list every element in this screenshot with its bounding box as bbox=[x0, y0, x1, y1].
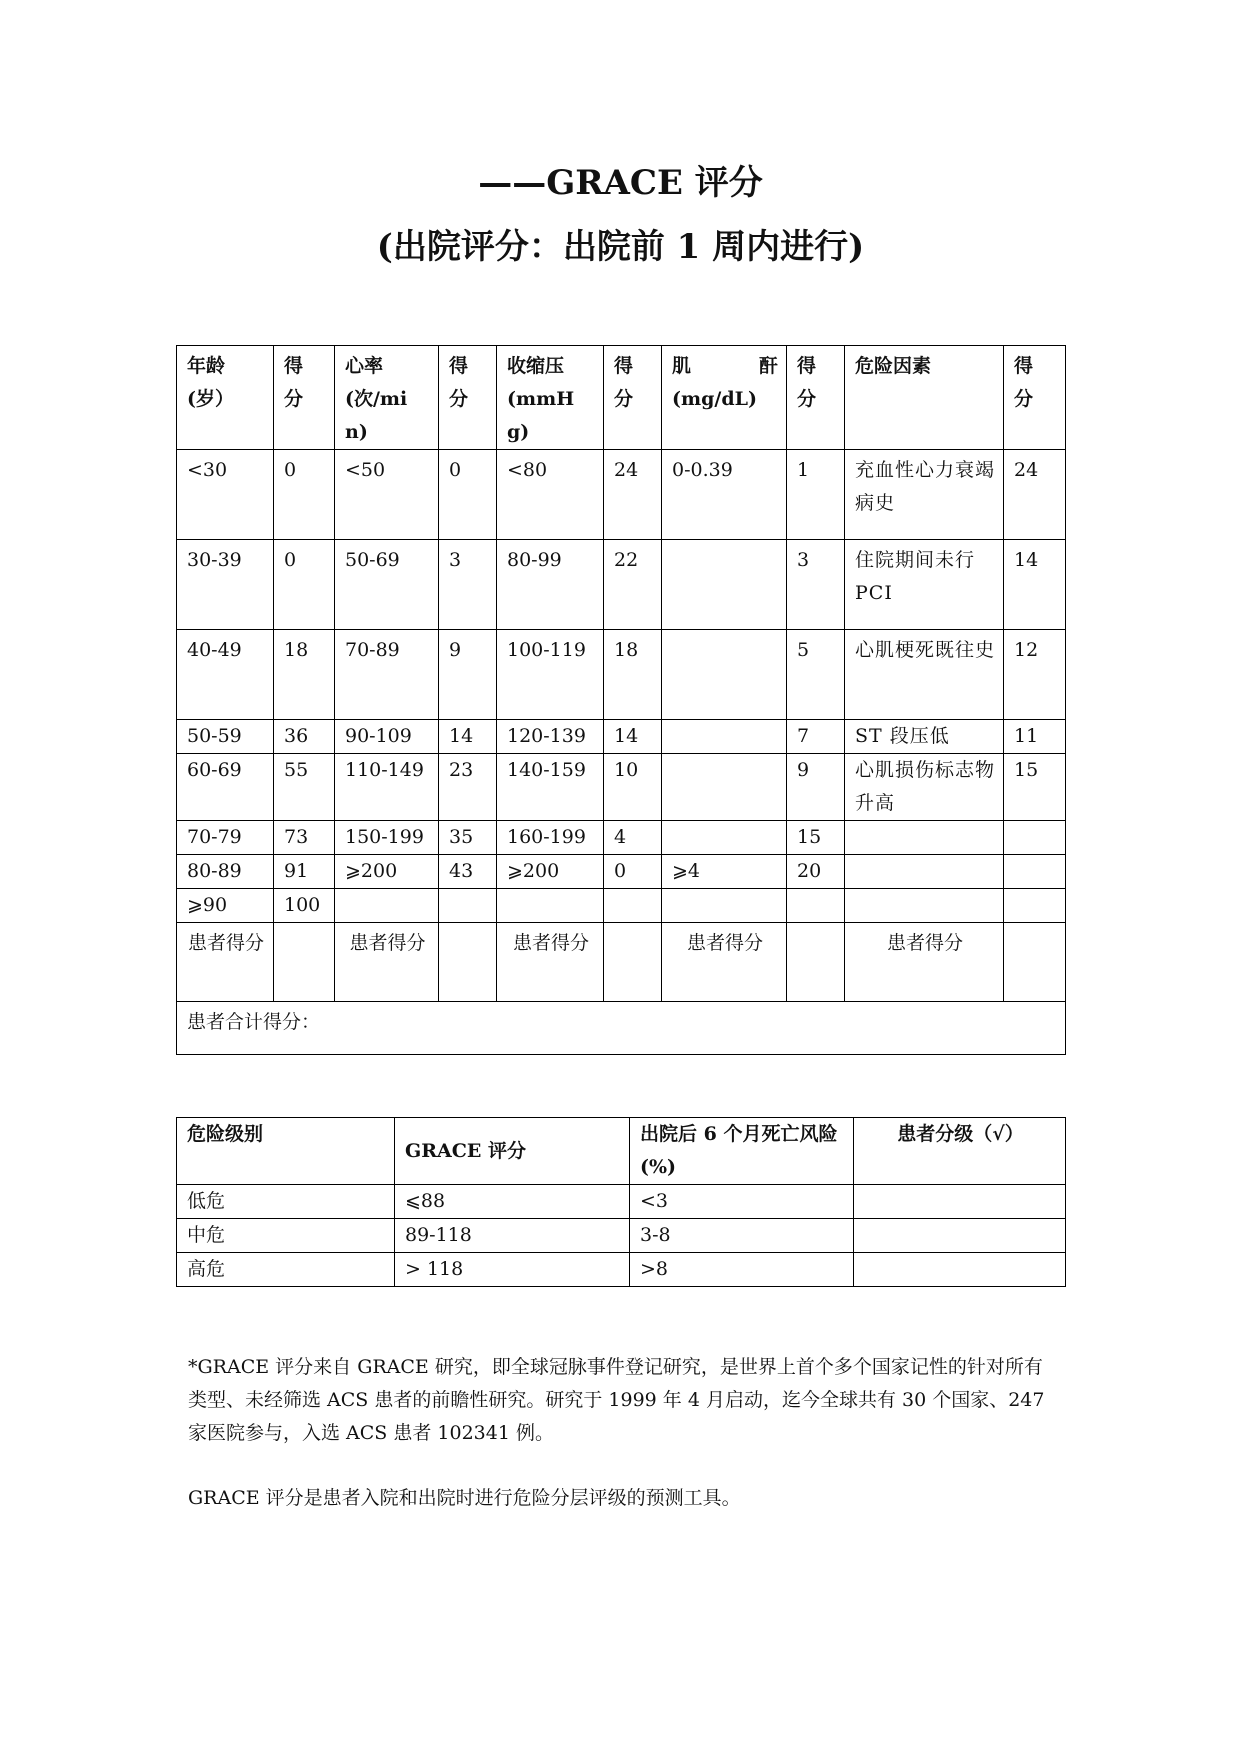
header-risk-level: 危险级别 bbox=[177, 1118, 395, 1185]
heart-rate-range-cell: 110-149 bbox=[335, 754, 439, 821]
patient-cr-score-label: 患者得分 bbox=[662, 923, 787, 1002]
heart-rate-range-cell: 50-69 bbox=[335, 540, 439, 630]
creatinine-range-cell: 0-0.39 bbox=[662, 450, 787, 540]
sbp-score-cell: 0 bbox=[604, 855, 662, 889]
sbp-score-cell: 10 bbox=[604, 754, 662, 821]
sbp-range-cell bbox=[497, 889, 604, 923]
creatinine-score-cell: 20 bbox=[787, 855, 845, 889]
risk-grace-cell: > 118 bbox=[395, 1253, 630, 1287]
creatinine-range-cell bbox=[662, 630, 787, 720]
risk-factor-score-cell bbox=[1004, 821, 1066, 855]
risk-factor-score-cell: 11 bbox=[1004, 720, 1066, 754]
risk-patient-cell[interactable] bbox=[854, 1185, 1066, 1219]
sbp-score-cell bbox=[604, 889, 662, 923]
patient-hr-score-label: 患者得分 bbox=[335, 923, 439, 1002]
heart-rate-range-cell: 70-89 bbox=[335, 630, 439, 720]
heart-rate-score-cell: 23 bbox=[439, 754, 497, 821]
risk-mortality-cell: >8 bbox=[630, 1253, 854, 1287]
risk-factor-cell bbox=[845, 821, 1004, 855]
patient-sbp-score-label: 患者得分 bbox=[497, 923, 604, 1002]
header-systolic-bp: 收缩压 (mmHg) bbox=[497, 346, 604, 450]
age-range-cell: 60-69 bbox=[177, 754, 274, 821]
risk-row bbox=[177, 1185, 1066, 1219]
footnote-grace-usage: GRACE 评分是患者入院和出院时进行危险分层评级的预测工具。 bbox=[188, 1487, 741, 1509]
heart-rate-score-cell: 9 bbox=[439, 630, 497, 720]
risk-grace-cell: ⩽88 bbox=[395, 1185, 630, 1219]
heart-rate-score-cell: 3 bbox=[439, 540, 497, 630]
table-row bbox=[177, 540, 1066, 630]
age-score-cell: 73 bbox=[274, 821, 335, 855]
header-risk-factors-score: 得 分 bbox=[1004, 346, 1066, 450]
age-score-cell: 0 bbox=[274, 450, 335, 540]
patient-total-label: 患者合计得分： bbox=[177, 1002, 1066, 1055]
age-score-cell: 0 bbox=[274, 540, 335, 630]
header-patient-grade: 患者分级（√） bbox=[854, 1118, 1066, 1185]
sbp-range-cell: 80-99 bbox=[497, 540, 604, 630]
risk-grace-cell: 89-118 bbox=[395, 1219, 630, 1253]
heart-rate-score-cell: 43 bbox=[439, 855, 497, 889]
heart-rate-score-cell bbox=[439, 889, 497, 923]
risk-level-table bbox=[176, 1117, 1066, 1287]
header-age: 年龄 (岁） bbox=[177, 346, 274, 450]
risk-factor-score-cell: 14 bbox=[1004, 540, 1066, 630]
age-range-cell: 50-59 bbox=[177, 720, 274, 754]
risk-factor-cell: 充血性心力衰竭病史 bbox=[845, 450, 1004, 540]
creatinine-score-cell bbox=[787, 889, 845, 923]
risk-level-cell: 中危 bbox=[177, 1219, 395, 1253]
risk-factor-cell bbox=[845, 855, 1004, 889]
heart-rate-range-cell: 150-199 bbox=[335, 821, 439, 855]
patient-sbp-score-cell[interactable] bbox=[604, 923, 662, 1002]
heart-rate-range-cell: <50 bbox=[335, 450, 439, 540]
sbp-range-cell: 100-119 bbox=[497, 630, 604, 720]
risk-factor-cell bbox=[845, 889, 1004, 923]
risk-factor-score-cell: 12 bbox=[1004, 630, 1066, 720]
table-row bbox=[177, 821, 1066, 855]
header-age-score: 得 分 bbox=[274, 346, 335, 450]
age-score-cell: 18 bbox=[274, 630, 335, 720]
age-score-cell: 36 bbox=[274, 720, 335, 754]
age-score-cell: 100 bbox=[274, 889, 335, 923]
patient-rf-score-label: 患者得分 bbox=[845, 923, 1004, 1002]
creatinine-score-cell: 15 bbox=[787, 821, 845, 855]
risk-level-cell: 高危 bbox=[177, 1253, 395, 1287]
sbp-score-cell: 18 bbox=[604, 630, 662, 720]
header-heart-rate: 心率 (次/min) bbox=[335, 346, 439, 450]
risk-mortality-cell: <3 bbox=[630, 1185, 854, 1219]
risk-factor-cell: 心肌梗死既往史 bbox=[845, 630, 1004, 720]
creatinine-range-cell bbox=[662, 720, 787, 754]
footnote-grace-origin: *GRACE 评分来自 GRACE 研究，即全球冠脉事件登记研究，是世界上首个多个国家记性的针对所有类型、未经筛选 ACS 患者的前瞻性研究。研究于 1999 年 4 月启动，迄今全球共有 30 个国家、247 家医院参与，入选 ACS 患者 102341 例。 bbox=[188, 1356, 1045, 1444]
sbp-score-cell: 22 bbox=[604, 540, 662, 630]
table-row bbox=[177, 855, 1066, 889]
header-creatinine: 肌 酐 (mg/dL) bbox=[662, 346, 787, 450]
header-heart-rate-score: 得 分 bbox=[439, 346, 497, 450]
patient-score-row bbox=[177, 923, 1066, 1002]
age-score-cell: 55 bbox=[274, 754, 335, 821]
heart-rate-range-cell bbox=[335, 889, 439, 923]
sbp-score-cell: 14 bbox=[604, 720, 662, 754]
heart-rate-score-cell: 35 bbox=[439, 821, 497, 855]
age-range-cell: 30-39 bbox=[177, 540, 274, 630]
age-range-cell: 80-89 bbox=[177, 855, 274, 889]
patient-age-score-label: 患者得分 bbox=[177, 923, 274, 1002]
age-range-cell: <30 bbox=[177, 450, 274, 540]
creatinine-score-cell: 9 bbox=[787, 754, 845, 821]
age-range-cell: 70-79 bbox=[177, 821, 274, 855]
sbp-range-cell: 120-139 bbox=[497, 720, 604, 754]
table-row bbox=[177, 630, 1066, 720]
patient-total-row bbox=[177, 1002, 1066, 1055]
heart-rate-range-cell: 90-109 bbox=[335, 720, 439, 754]
grace-score-table bbox=[176, 345, 1066, 1055]
heart-rate-range-cell: ⩾200 bbox=[335, 855, 439, 889]
risk-factor-cell: ST 段压低 bbox=[845, 720, 1004, 754]
risk-factor-cell: 住院期间未行 PCI bbox=[845, 540, 1004, 630]
risk-row bbox=[177, 1219, 1066, 1253]
patient-rf-score-cell[interactable] bbox=[1004, 923, 1066, 1002]
creatinine-range-cell: ⩾4 bbox=[662, 855, 787, 889]
creatinine-range-cell bbox=[662, 754, 787, 821]
creatinine-range-cell bbox=[662, 540, 787, 630]
document-subtitle: (出院评分：出院前 1 周内进行) bbox=[376, 227, 865, 267]
table-row bbox=[177, 720, 1066, 754]
age-range-cell: ⩾90 bbox=[177, 889, 274, 923]
patient-age-score-cell[interactable] bbox=[274, 923, 335, 1002]
creatinine-score-cell: 5 bbox=[787, 630, 845, 720]
risk-mortality-cell: 3-8 bbox=[630, 1219, 854, 1253]
risk-factor-score-cell bbox=[1004, 889, 1066, 923]
table-row bbox=[177, 450, 1066, 540]
risk-factor-score-cell: 15 bbox=[1004, 754, 1066, 821]
sbp-range-cell: ⩾200 bbox=[497, 855, 604, 889]
risk-factor-score-cell: 24 bbox=[1004, 450, 1066, 540]
sbp-range-cell: 140-159 bbox=[497, 754, 604, 821]
sbp-range-cell: 160-199 bbox=[497, 821, 604, 855]
risk-header-row bbox=[177, 1118, 1066, 1185]
header-mortality-risk: 出院后 6 个月死亡风险 (%) bbox=[630, 1118, 854, 1185]
age-range-cell: 40-49 bbox=[177, 630, 274, 720]
header-systolic-bp-score: 得 分 bbox=[604, 346, 662, 450]
patient-hr-score-cell[interactable] bbox=[439, 923, 497, 1002]
creatinine-score-cell: 1 bbox=[787, 450, 845, 540]
risk-patient-cell[interactable] bbox=[854, 1219, 1066, 1253]
creatinine-range-cell bbox=[662, 821, 787, 855]
table-row bbox=[177, 754, 1066, 821]
document-title: ——GRACE 评分 bbox=[478, 163, 763, 203]
sbp-score-cell: 24 bbox=[604, 450, 662, 540]
creatinine-score-cell: 7 bbox=[787, 720, 845, 754]
creatinine-score-cell: 3 bbox=[787, 540, 845, 630]
risk-row bbox=[177, 1253, 1066, 1287]
risk-patient-cell[interactable] bbox=[854, 1253, 1066, 1287]
heart-rate-score-cell: 14 bbox=[439, 720, 497, 754]
sbp-range-cell: <80 bbox=[497, 450, 604, 540]
heart-rate-score-cell: 0 bbox=[439, 450, 497, 540]
risk-factor-cell: 心肌损伤标志物升高 bbox=[845, 754, 1004, 821]
header-risk-factors: 危险因素 bbox=[845, 346, 1004, 450]
creatinine-range-cell bbox=[662, 889, 787, 923]
sbp-score-cell: 4 bbox=[604, 821, 662, 855]
risk-level-cell: 低危 bbox=[177, 1185, 395, 1219]
patient-cr-score-cell[interactable] bbox=[787, 923, 845, 1002]
table-row bbox=[177, 889, 1066, 923]
header-grace-score: GRACE 评分 bbox=[395, 1118, 630, 1185]
age-score-cell: 91 bbox=[274, 855, 335, 889]
table-header-row bbox=[177, 346, 1066, 450]
risk-factor-score-cell bbox=[1004, 855, 1066, 889]
header-creatinine-score: 得 分 bbox=[787, 346, 845, 450]
